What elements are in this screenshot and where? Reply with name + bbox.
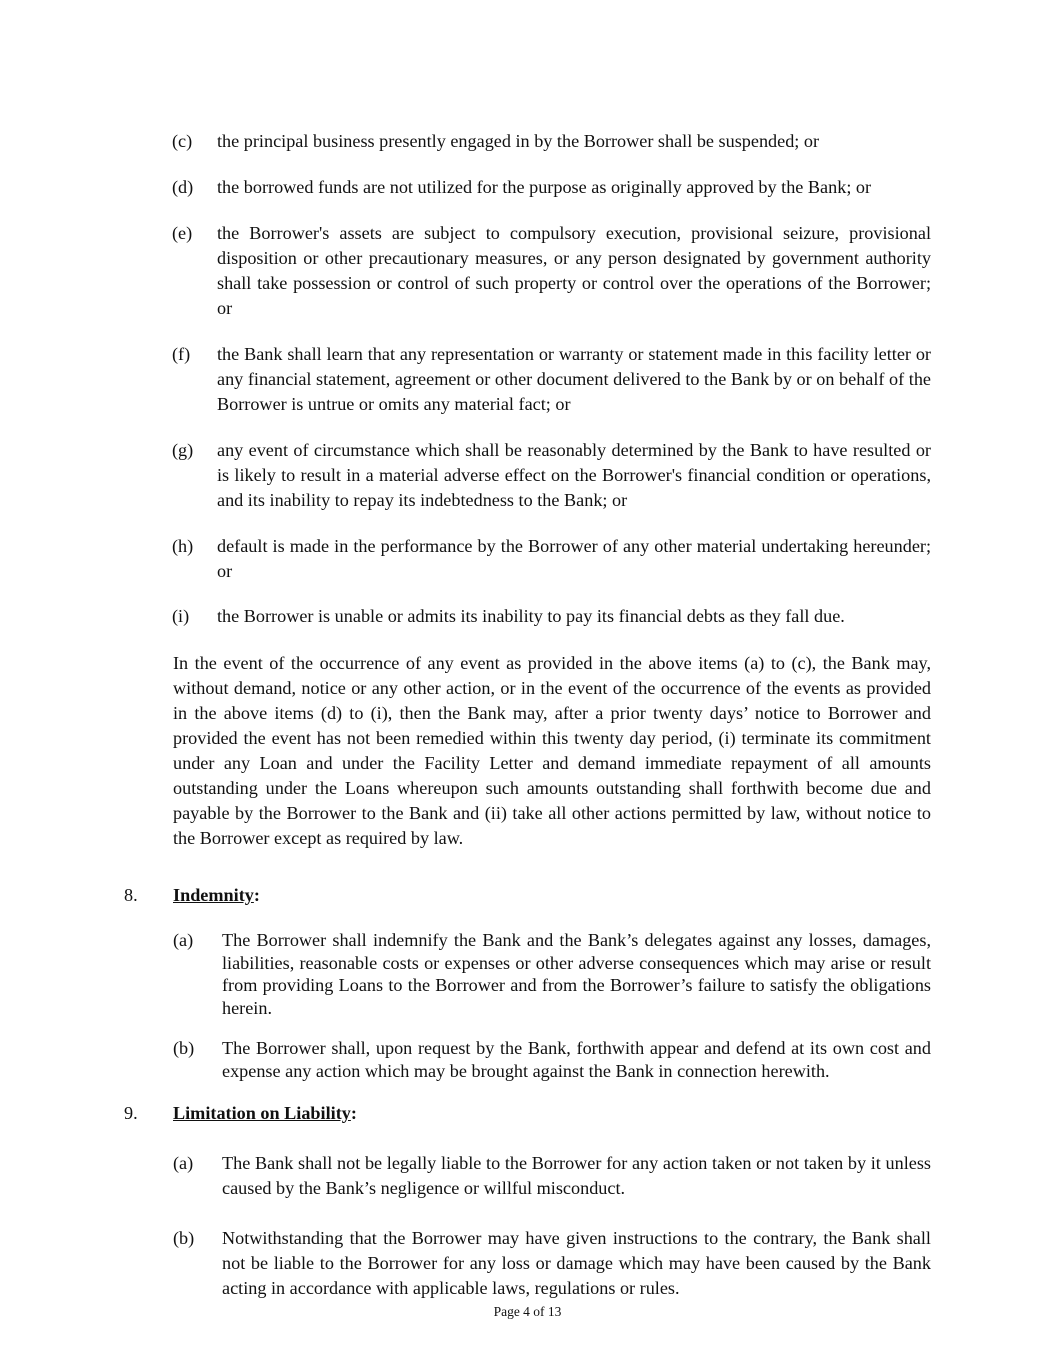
list-item-f — [172, 342, 931, 417]
list-item-h — [172, 534, 931, 584]
liability-item-a — [173, 1151, 931, 1201]
list-item-label: (b) — [173, 1228, 195, 1248]
list-item-text: the Borrower is unable or admits its inability to pay its financial debts as they fall due. — [217, 606, 845, 626]
section-title-text: Limitation on Liability — [173, 1103, 351, 1123]
section-number: 8. — [124, 885, 138, 905]
list-item-text: any event of circumstance which shall be reasonably determined by the Bank to have resulted or is likely to result in a material adverse effect on the Borrower's financial condition or operations, and its inability to repay its indebtedness to the Bank; or — [217, 440, 931, 510]
list-item-text: the borrowed funds are not utilized for the purpose as originally approved by the Bank; or — [217, 177, 872, 197]
list-item-text: the principal business presently engaged in by the Borrower shall be suspended; or — [217, 131, 820, 151]
list-item-label: (g) — [172, 440, 194, 460]
list-item-label: (a) — [173, 1153, 194, 1173]
list-item-c — [172, 129, 931, 154]
section-number: 9. — [124, 1103, 138, 1123]
list-item-e — [172, 221, 931, 321]
list-item-text: The Bank shall not be legally liable to the Borrower for any action taken or not taken by it unless caused by the Bank’s negligence or willful misconduct. — [222, 1153, 931, 1198]
indemnity-item-b — [173, 1037, 931, 1082]
list-item-label: (c) — [172, 131, 193, 151]
list-item-label: (b) — [173, 1038, 195, 1058]
list-item-label: (d) — [172, 177, 194, 197]
event-paragraph: In the event of the occurrence of any event as provided in the above items (a) to (c), the Bank may, without demand, notice or any other action, or in the event of the occurrence of the events as provided in the above items (d) to (i), then the Bank may, after a prior twenty days’ notice to Borrower and provided the event has not been remedied within this twenty day period, (i) terminate its commitment under any Loan and under the Facility Letter and demand immediate repayment of all amounts outstanding under the Loans whereupon such amounts outstanding shall forthwith become due and payable by the Borrower to the Bank and (ii) take all other actions permitted by law, without notice to the Borrower except as required by law. — [173, 653, 931, 848]
indemnity-item-a — [173, 929, 931, 1019]
list-item-text: The Borrower shall, upon request by the Bank, forthwith appear and defend at its own cost and expense any action which may be brought against the Bank in connection herewith. — [222, 1038, 931, 1081]
list-item-text: the Bank shall learn that any representation or warranty or statement made in this facility letter or any financial statement, agreement or other document delivered to the Bank by or on behalf of the Borrower is untrue or omits any material fact; or — [217, 344, 931, 414]
page-number: Page 4 of 13 — [493, 1304, 562, 1319]
list-item-text: the Borrower's assets are subject to compulsory execution, provisional seizure, provisional disposition or other precautionary measures, or any person designated by government authority shall take possession or control of such property or control over the operations of the Borrower; or — [217, 223, 931, 318]
section-title-text: Indemnity — [173, 885, 254, 905]
section-title-colon: : — [350, 1103, 357, 1123]
list-item-label: (f) — [172, 344, 191, 364]
list-item-label: (h) — [172, 536, 194, 556]
list-item-text: default is made in the performance by the Borrower of any other material undertaking hereunder; or — [217, 536, 931, 581]
section-title-colon: : — [253, 885, 260, 905]
list-item-label: (i) — [172, 606, 190, 626]
list-item-text: The Borrower shall indemnify the Bank and the Bank’s delegates against any losses, damages, liabilities, reasonable costs or expenses or other adverse consequences which may arise or result from providing Loans to the Borrower and from the Borrower’s failure to satisfy the obligations herein. — [222, 930, 931, 1018]
section-title — [173, 1101, 357, 1126]
list-item-g — [172, 438, 931, 513]
list-item-label: (e) — [172, 223, 193, 243]
list-item-d — [172, 175, 931, 200]
list-item-i — [172, 604, 931, 629]
list-item-label: (a) — [173, 930, 194, 950]
liability-item-b — [173, 1226, 931, 1301]
section-title — [173, 883, 260, 908]
list-item-text: Notwithstanding that the Borrower may have given instructions to the contrary, the Bank shall not be liable to the Borrower for any loss or damage which may have been caused by the Bank acting in accordance with applicable laws, regulations or rules. — [222, 1228, 931, 1298]
